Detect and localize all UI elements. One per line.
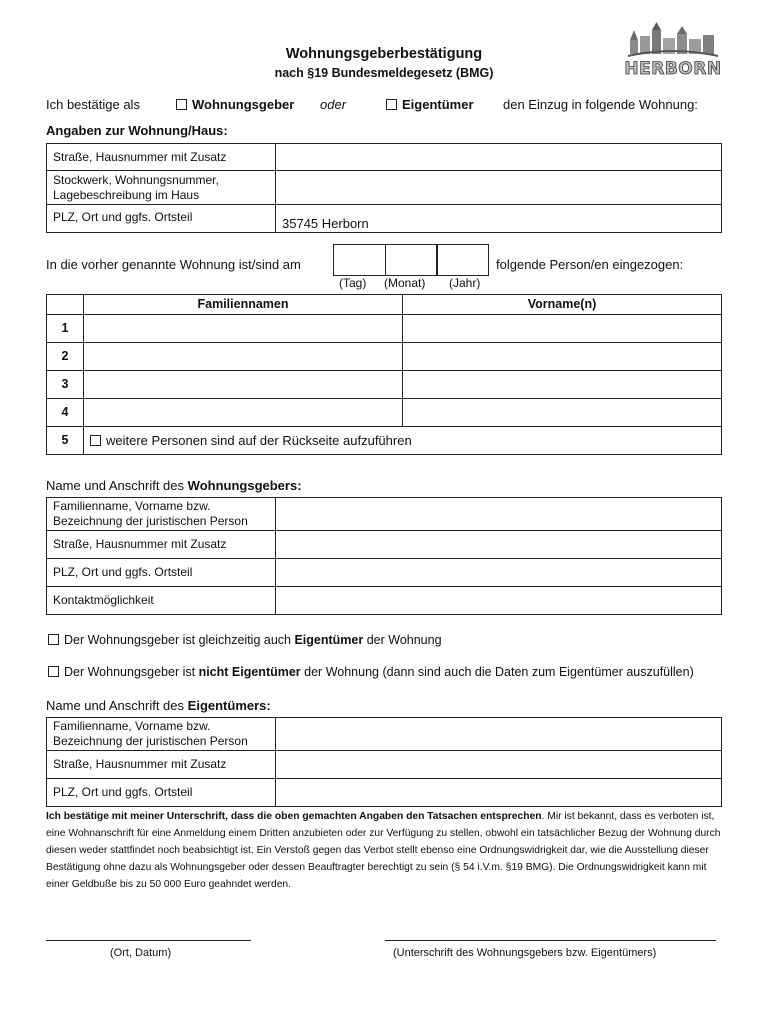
apartment-heading: Angaben zur Wohnung/Haus: xyxy=(46,123,228,138)
check1-text-a: Der Wohnungsgeber ist gleichzeitig auch xyxy=(64,633,291,647)
landlord-option[interactable] xyxy=(176,97,294,112)
landlord-is-owner-option[interactable] xyxy=(48,633,442,647)
landlord-heading-prefix: Name und Anschrift des xyxy=(46,478,185,493)
owner-zip-label: PLZ, Ort und ggfs. Ortsteil xyxy=(47,779,276,807)
table-header-row xyxy=(47,295,722,315)
landlord-not-owner-checkbox[interactable] xyxy=(48,666,59,677)
apartment-zip-field[interactable]: 35745 Herborn xyxy=(276,205,722,233)
logo-wordmark: HERBORN xyxy=(624,59,722,78)
row-number: 2 xyxy=(47,343,84,371)
firstname-field-3[interactable] xyxy=(403,371,722,399)
apartment-zip-label: PLZ, Ort und ggfs. Ortsteil xyxy=(47,205,276,233)
apartment-floor-label: Stockwerk, Wohnungsnummer, Lagebeschreibung im Haus xyxy=(47,171,276,205)
table-row xyxy=(47,205,722,233)
landlord-heading xyxy=(46,478,302,493)
table-row xyxy=(47,751,722,779)
lastname-field-1[interactable] xyxy=(84,315,403,343)
table-row xyxy=(47,587,722,615)
owner-checkbox[interactable] xyxy=(386,99,397,110)
landlord-table xyxy=(46,497,722,615)
landlord-option-label: Wohnungsgeber xyxy=(192,97,295,112)
lastname-column-header: Familiennamen xyxy=(84,295,403,315)
owner-option[interactable] xyxy=(386,97,474,112)
firstname-column-header: Vorname(n) xyxy=(403,295,722,315)
table-row xyxy=(47,171,722,205)
owner-zip-field[interactable] xyxy=(276,779,722,807)
landlord-street-field[interactable] xyxy=(276,531,722,559)
check2-text-b: der Wohnung (dann sind auch die Daten zum Eigentümer auszufüllen) xyxy=(304,665,694,679)
owner-heading-prefix: Name und Anschrift des xyxy=(46,698,185,713)
table-row xyxy=(47,315,722,343)
year-input[interactable] xyxy=(437,244,489,276)
firstname-field-1[interactable] xyxy=(403,315,722,343)
check2-text-bold: nicht Eigentümer xyxy=(198,665,301,679)
table-row xyxy=(47,343,722,371)
table-row xyxy=(47,371,722,399)
month-input[interactable] xyxy=(385,244,437,276)
landlord-zip-field[interactable] xyxy=(276,559,722,587)
row-number: 5 xyxy=(47,427,84,455)
page-title: Wohnungsgeberbestätigung xyxy=(285,46,483,62)
table-row xyxy=(47,779,722,807)
month-label: (Monat) xyxy=(384,276,426,290)
table-row xyxy=(47,531,722,559)
apartment-floor-field[interactable] xyxy=(276,171,722,205)
landlord-not-owner-option[interactable] xyxy=(48,665,694,679)
lastname-field-3[interactable] xyxy=(84,371,403,399)
landlord-is-owner-checkbox[interactable] xyxy=(48,634,59,645)
apartment-street-label: Straße, Hausnummer mit Zusatz xyxy=(47,144,276,171)
landlord-heading-bold: Wohnungsgebers: xyxy=(187,478,302,493)
owner-name-label: Familienname, Vorname bzw. Bezeichnung der juristischen Person xyxy=(47,718,276,751)
owner-name-field[interactable] xyxy=(276,718,722,751)
more-persons-option[interactable] xyxy=(84,427,722,455)
owner-street-field[interactable] xyxy=(276,751,722,779)
table-row xyxy=(47,144,722,171)
row-number: 3 xyxy=(47,371,84,399)
herborn-logo xyxy=(624,22,722,78)
apartment-table xyxy=(46,143,722,233)
more-persons-label: weitere Personen sind auf der Rückseite aufzuführen xyxy=(106,433,412,448)
confirm-suffix: den Einzug in folgende Wohnung: xyxy=(503,97,698,112)
apartment-street-field[interactable] xyxy=(276,144,722,171)
signature-line[interactable] xyxy=(385,940,716,941)
move-in-prefix: In die vorher genannte Wohnung ist/sind am xyxy=(46,257,301,272)
day-label: (Tag) xyxy=(339,276,367,290)
owner-heading xyxy=(46,698,271,713)
owner-option-label: Eigentümer xyxy=(402,97,474,112)
landlord-name-field[interactable] xyxy=(276,498,722,531)
table-row xyxy=(47,498,722,531)
owner-street-label: Straße, Hausnummer mit Zusatz xyxy=(47,751,276,779)
landlord-contact-field[interactable] xyxy=(276,587,722,615)
table-row xyxy=(47,399,722,427)
persons-table xyxy=(46,294,722,455)
check1-text-b: der Wohnung xyxy=(366,633,442,647)
place-date-line[interactable] xyxy=(46,940,251,941)
check1-text-bold: Eigentümer xyxy=(294,633,364,647)
row-number: 1 xyxy=(47,315,84,343)
or-text: oder xyxy=(320,97,347,112)
firstname-field-4[interactable] xyxy=(403,399,722,427)
move-in-suffix: folgende Person/en eingezogen: xyxy=(496,257,684,272)
more-persons-checkbox[interactable] xyxy=(90,435,101,446)
lastname-field-2[interactable] xyxy=(84,343,403,371)
signature-label: (Unterschrift des Wohnungsgebers bzw. Eigentümers) xyxy=(393,947,657,959)
year-label: (Jahr) xyxy=(449,276,481,290)
owner-heading-bold: Eigentümers: xyxy=(187,698,271,713)
legal-notice-bold: Ich bestätige mit meiner Unterschrift, dass die oben gemachten Angaben den Tatsachen entsprechen xyxy=(46,811,542,822)
lastname-field-4[interactable] xyxy=(84,399,403,427)
firstname-field-2[interactable] xyxy=(403,343,722,371)
check2-text-a: Der Wohnungsgeber ist xyxy=(64,665,196,679)
confirm-prefix: Ich bestätige als xyxy=(46,97,140,112)
table-row xyxy=(47,427,722,455)
landlord-contact-label: Kontaktmöglichkeit xyxy=(47,587,276,615)
landlord-checkbox[interactable] xyxy=(176,99,187,110)
table-row xyxy=(47,559,722,587)
row-number: 4 xyxy=(47,399,84,427)
table-row xyxy=(47,718,722,751)
day-input[interactable] xyxy=(333,244,386,276)
page-subtitle: nach §19 Bundesmeldegesetz (BMG) xyxy=(274,66,494,80)
owner-table xyxy=(46,717,722,807)
legal-notice xyxy=(46,808,722,893)
legal-notice-text: . Mir ist bekannt, dass es verboten ist, eine Wohnanschrift für eine Anmeldung einem Dritten anzubieten oder zur Verfügung zu stellen, obwohl ein tatsächlicher Bezug der Wohnung durch diesen weder stattfindet noch beabsichtigt ist. Ein Verstoß gegen das Verbot stellt ebenso eine Ordnungswidrigkeit dar, wie die Ausstellung dieser Bestätigung ohne dazu als Wohnungsgeber oder dessen Beauftragter berechtigt zu sein (§ 54 i.V.m. §19 BMG). Die Ordnungswidrigkeit kann mit einer Geldbuße bis zu 50 000 Euro geahndet werden. xyxy=(46,811,721,890)
place-date-label: (Ort, Datum) xyxy=(110,947,172,959)
landlord-name-label: Familienname, Vorname bzw. Bezeichnung der juristischen Person xyxy=(47,498,276,531)
landlord-street-label: Straße, Hausnummer mit Zusatz xyxy=(47,531,276,559)
number-column-header xyxy=(47,295,84,315)
landlord-zip-label: PLZ, Ort und ggfs. Ortsteil xyxy=(47,559,276,587)
